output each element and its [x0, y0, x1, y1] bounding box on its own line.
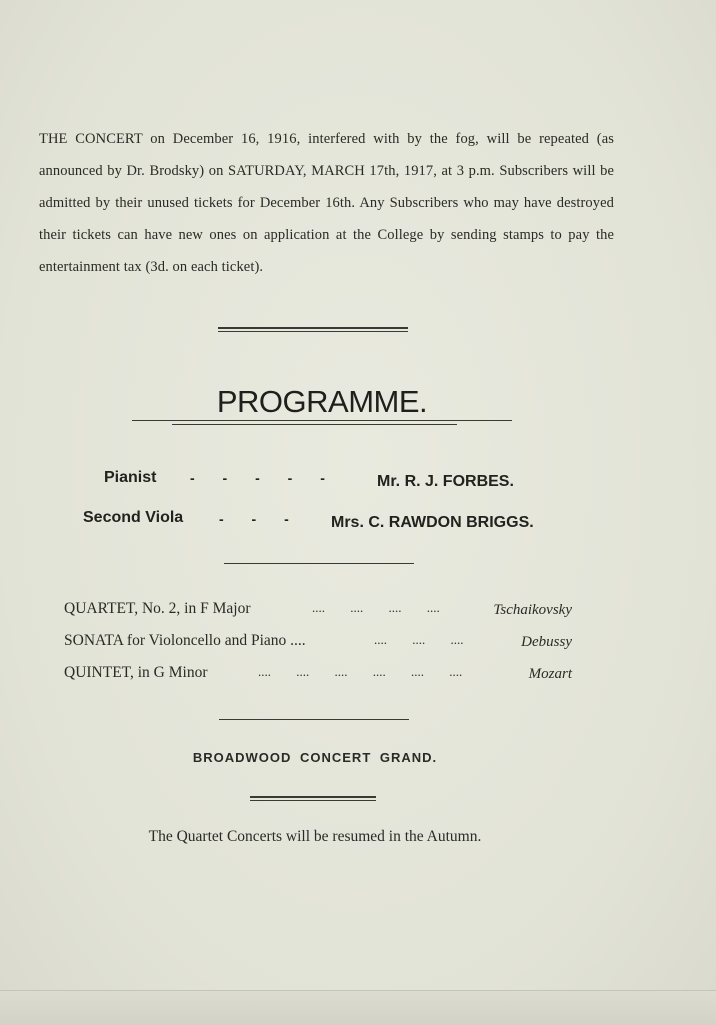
paper-bottom-edge — [0, 990, 716, 1025]
programme-item-2 — [64, 632, 572, 656]
performer-dashes-pianist: - - - - - — [190, 470, 325, 486]
double-rule-bottom — [250, 796, 376, 801]
double-rule-top — [218, 327, 408, 332]
programme-item-3 — [64, 664, 572, 688]
title-underline-inner — [172, 424, 457, 425]
performer-name-viola: Mrs. C. RAWDON BRIGGS. — [331, 514, 534, 531]
programme-item-1 — [64, 600, 572, 624]
leader-dots: .... .... .... .... .... .... — [258, 664, 463, 679]
composer-name: Debussy — [521, 634, 572, 650]
work-title: QUINTET, in G Minor — [64, 664, 208, 681]
performer-dashes-viola: - - - — [219, 511, 289, 527]
work-title: QUARTET, No. 2, in F Major — [64, 600, 251, 617]
composer-name: Mozart — [528, 666, 572, 682]
concert-notice: THE CONCERT on December 16, 1916, interfered with by the fog, will be repeated (as announced by Dr. Brodsky) on SATURDAY, MARCH 17th, 1917, at 3 p.m. Subscribers will be admitted by their unused tickets for December 16th. Any Subscribers who may have destroyed their tickets can have new ones on application at the College by sending stamps to pay the entertainment tax (3d. on each ticket). — [39, 130, 614, 275]
leader-dots: .... .... .... .... — [312, 600, 440, 615]
performer-role-viola: Second Viola — [83, 509, 184, 526]
performer-name-pianist: Mr. R. J. FORBES. — [377, 473, 514, 490]
performer-role-pianist: Pianist — [104, 469, 157, 486]
leader-dots: .... .... .... — [374, 632, 464, 647]
resumption-note: The Quartet Concerts will be resumed in the Autumn. — [148, 828, 482, 845]
instrument-credit: BROADWOOD CONCERT GRAND. — [192, 750, 438, 765]
rule-after-performers — [224, 563, 414, 564]
work-title: SONATA for Violoncello and Piano .... — [64, 632, 306, 649]
rule-after-programme — [219, 719, 409, 720]
composer-name: Tschaikovsky — [493, 602, 572, 618]
title-underline — [132, 420, 512, 421]
programme-title: PROGRAMME. — [216, 384, 428, 419]
